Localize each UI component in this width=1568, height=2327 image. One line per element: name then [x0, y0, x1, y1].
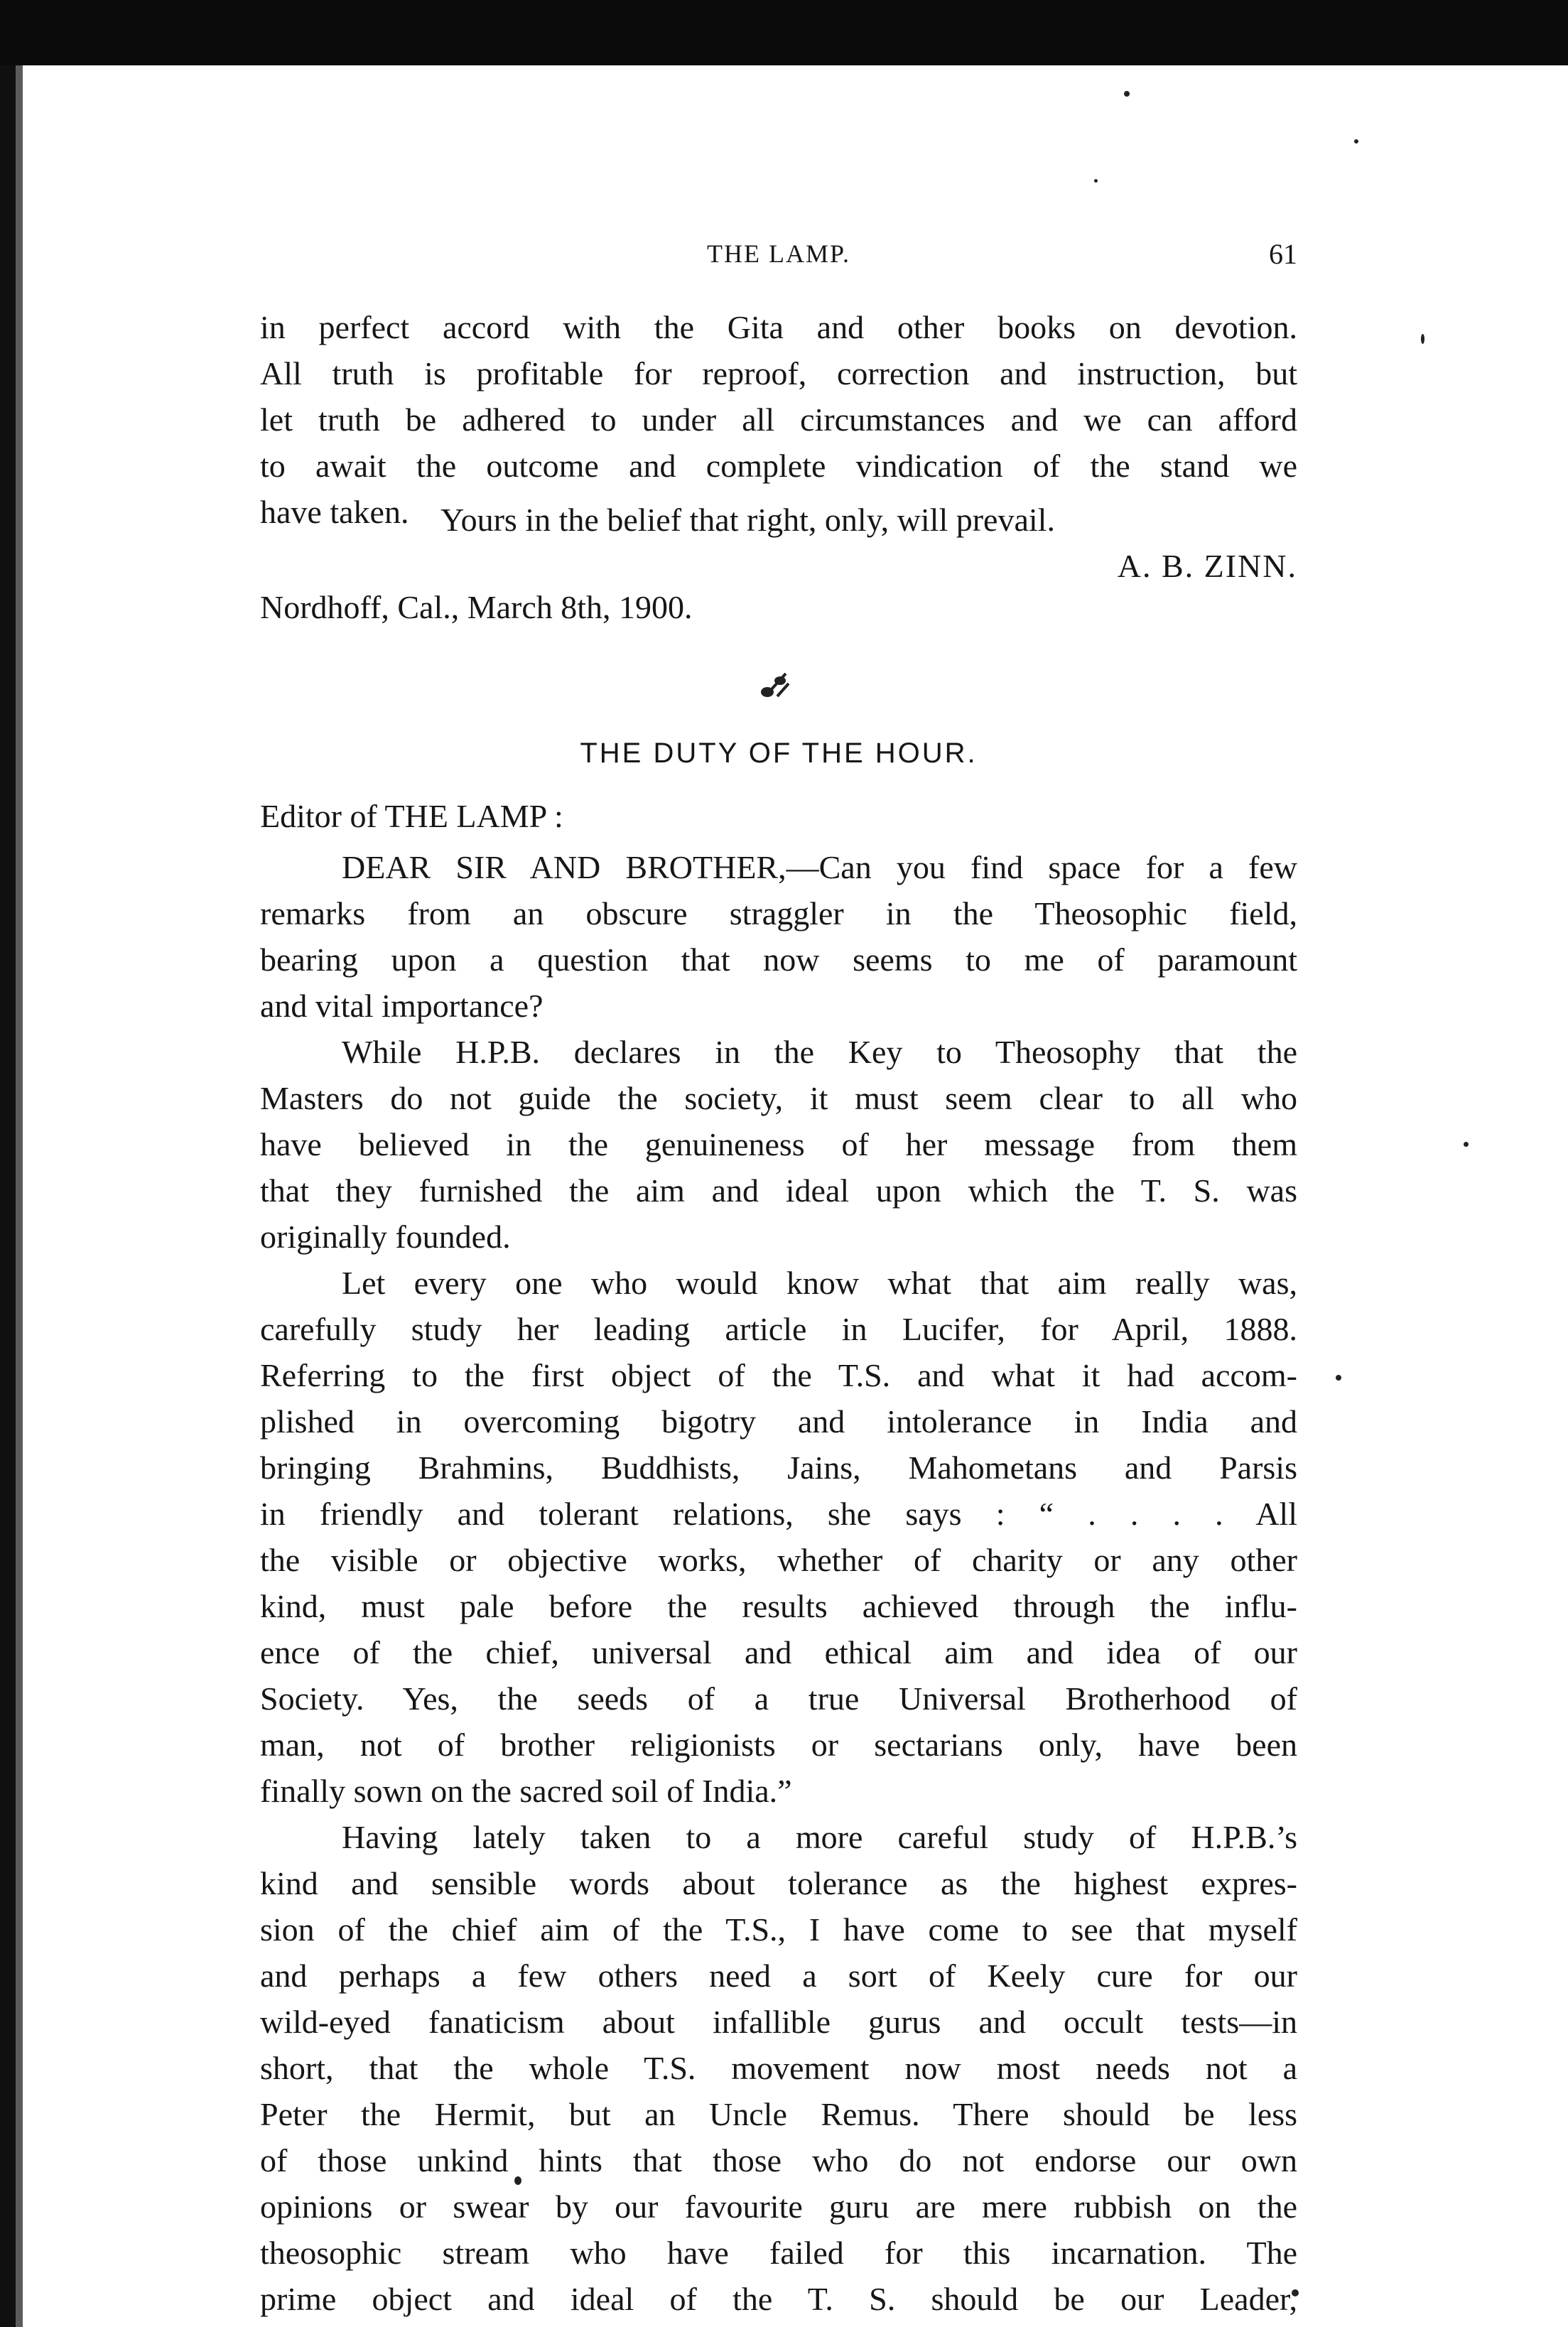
- article-heading: THE DUTY OF THE HOUR.: [580, 738, 978, 769]
- header-title: THE LAMP.: [706, 239, 850, 268]
- text-line: let truth be adhered to under all circumstances and we can afford: [260, 401, 1297, 438]
- text-line: sion of the chief aim of the T.S., I have come to see that myself: [260, 1911, 1297, 1948]
- salutation: Editor of THE LAMP :: [260, 798, 563, 834]
- text-line: to await the outcome and complete vindication of the stand we: [260, 448, 1297, 484]
- text-line: have taken.: [260, 494, 409, 530]
- scan-left-shadow: [16, 65, 23, 2327]
- text-line: and perhaps a few others need a sort of Keely cure for our: [260, 1958, 1297, 1994]
- text-line: prime object and ideal of the T. S. should be our Leader,: [260, 2281, 1297, 2317]
- page-number: 61: [1269, 238, 1297, 270]
- text-line: DEAR SIR AND BROTHER,—Can you find space for a few: [342, 849, 1297, 885]
- text-line: Society. Yes, the seeds of a true Universal Brotherhood of: [260, 1680, 1297, 1717]
- text-line: remarks from an obscure straggler in the Theosophic field,: [260, 895, 1297, 932]
- text-line: bearing upon a question that now seems to me of paramount: [260, 941, 1297, 978]
- text-line: and vital importance?: [260, 988, 544, 1024]
- text-line: in perfect accord with the Gita and other books on devotion.: [260, 309, 1297, 345]
- text-line: All truth is profitable for reproof, correction and instruction, but: [260, 355, 1297, 392]
- scan-speck: [1336, 1375, 1341, 1381]
- signature: A. B. ZINN.: [1117, 548, 1297, 584]
- scan-speck: [1421, 334, 1424, 344]
- text-line: man, not of brother religionists or sectarians only, have been: [260, 1727, 1297, 1763]
- text-line: kind, must pale before the results achieved through the influ-: [260, 1588, 1297, 1624]
- text-line: kind and sensible words about tolerance as the highest expres-: [260, 1865, 1297, 1901]
- text-line: While H.P.B. declares in the Key to Theosophy that the: [342, 1034, 1297, 1070]
- scan-speck: [1464, 1142, 1469, 1147]
- text-line: Peter the Hermit, but an Uncle Remus. There should be less: [260, 2096, 1297, 2132]
- text-line: opinions or swear by our favourite guru are mere rubbish on the: [260, 2188, 1297, 2225]
- text-line: that they furnished the aim and ideal upon which the T. S. was: [260, 1172, 1297, 1209]
- scan-speck: [1124, 91, 1130, 97]
- text-line: of those unkind hints that those who do not endorse our own: [260, 2142, 1297, 2178]
- scan-left-border: [0, 65, 16, 2327]
- text-line: the visible or objective works, whether of charity or any other: [260, 1542, 1297, 1578]
- scan-top-border: [0, 0, 1568, 65]
- text-line: Masters do not guide the society, it must seem clear to all who: [260, 1080, 1297, 1116]
- valediction: Yours in the belief that right, only, will prevail.: [440, 502, 1055, 538]
- running-header: [260, 234, 1297, 277]
- text-line: short, that the whole T.S. movement now most needs not a: [260, 2050, 1297, 2086]
- text-line: bringing Brahmins, Buddhists, Jains, Mahometans and Parsis: [260, 1449, 1297, 1486]
- text-line: originally founded.: [260, 1219, 511, 1255]
- scan-speck: [1094, 179, 1098, 183]
- text-line: Referring to the first object of the T.S. and what it had accom-: [260, 1357, 1297, 1393]
- scan-speck: [1354, 139, 1358, 144]
- text-line: wild-eyed fanaticism about infallible gurus and occult tests—in: [260, 2004, 1297, 2040]
- text-line: ence of the chief, universal and ethical aim and idea of our: [260, 1634, 1297, 1670]
- letter-date: Nordhoff, Cal., March 8th, 1900.: [260, 589, 693, 625]
- article-body: [260, 844, 1297, 2322]
- text-line: have believed in the genuineness of her message from them: [260, 1126, 1297, 1162]
- text-line: plished in overcoming bigotry and intolerance in India and: [260, 1403, 1297, 1440]
- dingbat-icon: [757, 668, 793, 703]
- text-line: in friendly and tolerant relations, she says : “ . . . . All: [260, 1496, 1297, 1532]
- text-line: theosophic stream who have failed for this incarnation. The: [260, 2235, 1297, 2271]
- text-line: finally sown on the sacred soil of India.”: [260, 1773, 792, 1809]
- text-line: carefully study her leading article in Lucifer, for April, 1888.: [260, 1311, 1297, 1347]
- text-line: Let every one who would know what that aim really was,: [342, 1265, 1297, 1301]
- text-line: Having lately taken to a more careful study of H.P.B.’s: [342, 1819, 1297, 1855]
